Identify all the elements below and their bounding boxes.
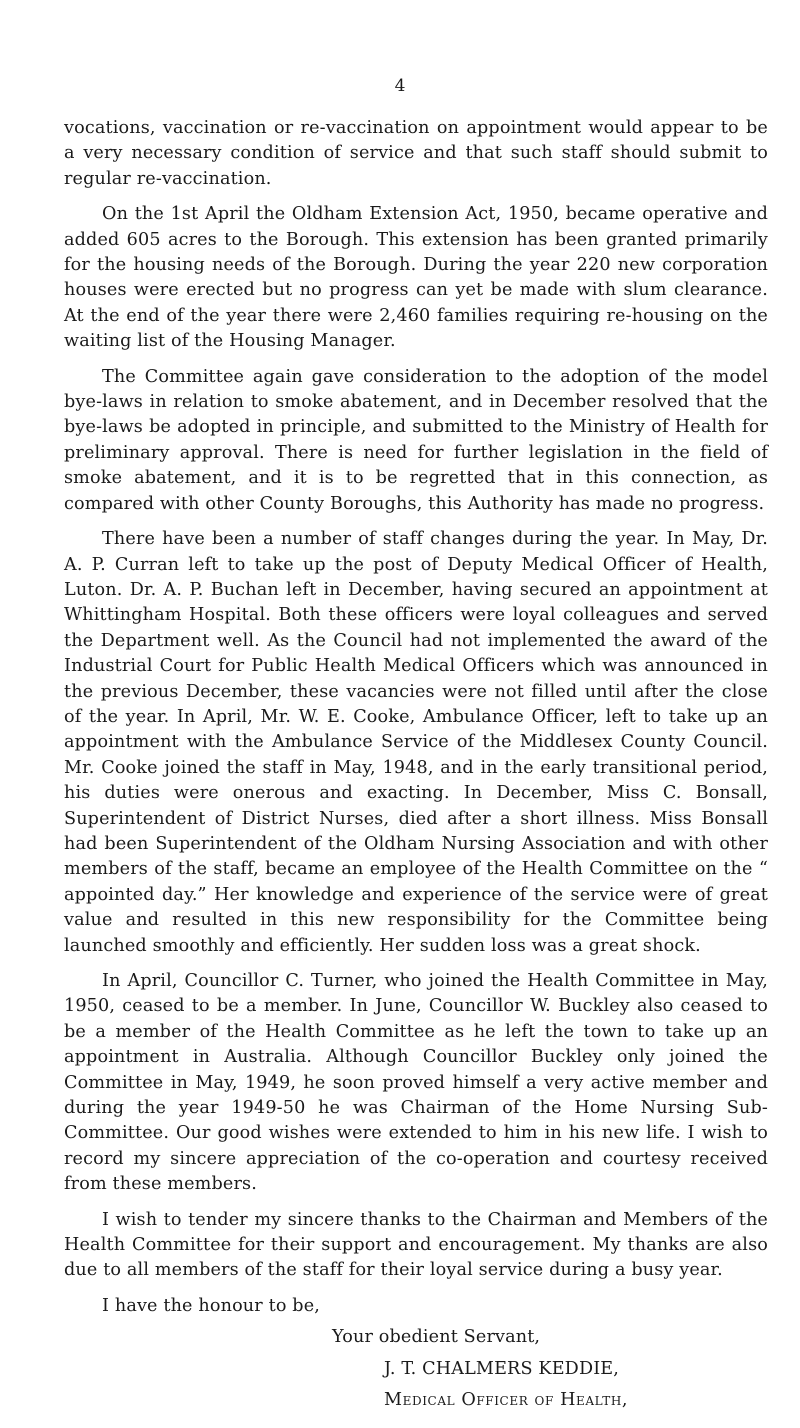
signatory-name: J. T. CHALMERS KEDDIE, [384, 1358, 620, 1379]
paragraph-staff-changes: There have been a number of staff changes during the year. In May, Dr. A. P. Curran left to take up the post of Deputy Medical Officer of Health, Luton. Dr. A. P. Buchan left in December, having secured an appointment at Whittingham Hospital. Both these officers were loyal colleagues and served the Department well. As the Council had not implemented the award of the Industrial Court for Public Health Medical Officers which was announced in the previous December, these vacancies were not filled until after the close of the year. In April, Mr. W. E. Cooke, Ambulance Officer, left to take up an appointment with the Ambulance Service of the Middlesex County Council. Mr. Cooke joined the staff in May, 1948, and in the early transitional period, his duties were onerous and exacting. In December, Miss C. Bonsall, Superintendent of District Nurses, died after a short illness. Miss Bonsall had been Superintendent of the Oldham Nursing Association and with other members of the staff, became an employee of the Health Committee on the “ appointed day.” Her knowledge and experience of the service were of great value and resulted in this new responsibility for the Committee being launched smoothly and efficiently. Her sudden loss was a great shock. [64, 529, 768, 956]
paragraph-vaccination: vocations, vaccination or re-vaccination on appointment would appear to be a very necessary condition of service and that such staff should submit to regular re-vaccination. [64, 118, 768, 189]
paragraph-extension-act: On the 1st April the Oldham Extension Act, 1950, became operative and added 605 acres to the Borough. This extension has been granted primarily for the housing needs of the Borough. During the year 220 new corporation houses were erected but no progress can yet be made with slum clearance. At the end of the year there were 2,460 families requiring re-housing on the waiting list of the Housing Manager. [64, 204, 768, 352]
paragraph-councillors: In April, Councillor C. Turner, who joined the Health Committee in May, 1950, ceased to be a member. In June, Councillor W. Buckley also ceased to be a member of the Health Committee as he left the town to take up an appointment in Australia. Although Councillor Buckley only joined the Committee in May, 1949, he soon proved himself a very active member and during the year 1949-50 he was Chairman of the Home Nursing Sub-Committee. Our good wishes were extended to him in his new life. I wish to record my sincere appreciation of the co-operation and courtesy received from these members. [64, 971, 768, 1195]
paragraph-thanks: I wish to tender my sincere thanks to the Chairman and Members of the Health Committee for their support and encouragement. My thanks are also due to all members of the staff for their loyal service during a busy year. [64, 1209, 768, 1281]
signoff-line: Your obedient Servant, [332, 1327, 541, 1348]
signatory-title: Medical Officer of Health, [384, 1390, 629, 1411]
paragraph-smoke-abatement: The Committee again gave consideration to the adoption of the model bye-laws in relation to smoke abatement, and in December resolved that the bye-laws be adopted in principle, and submitted to the Ministry of Health for preliminary approval. There is need for further legislation in the field of smoke abatement, and it is to be regretted that in this connection, as compared with other County Boroughs, this Authority has made no progress. [64, 366, 768, 514]
page-number: 4 [394, 76, 406, 96]
closing-line: I have the honour to be, [102, 1295, 321, 1316]
letter-body [64, 116, 768, 1414]
